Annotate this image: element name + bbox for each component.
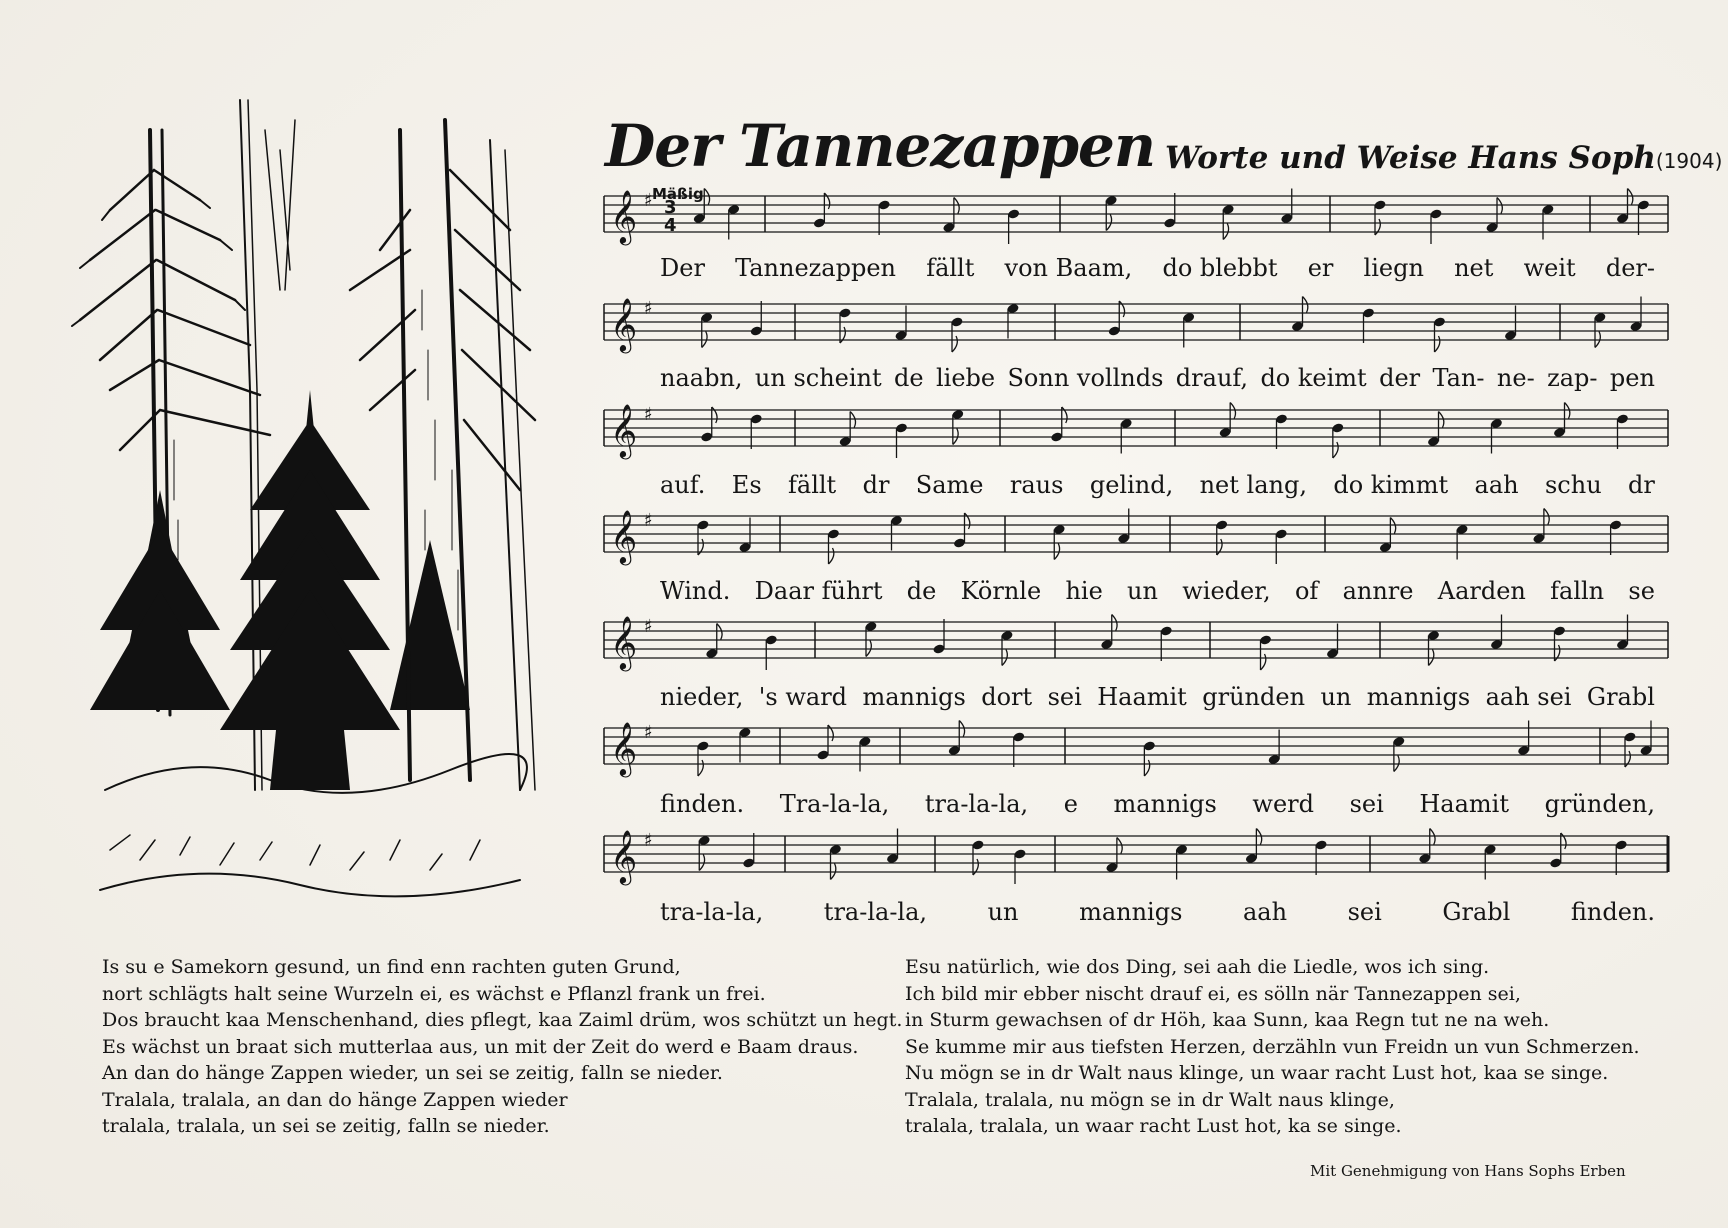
tempo-marking: Mäßig xyxy=(652,185,704,203)
lyric-syllable: falln xyxy=(1550,577,1605,605)
verse-line: An dan do hänge Zappen wieder, un sei se zeitig, falln se nieder. xyxy=(102,1062,723,1084)
key-signature: ♯ xyxy=(644,616,653,637)
verse-line: Se kumme mir aus tiefsten Herzen, derzähln vun Freidn un vun Schmerzen. xyxy=(905,1035,1640,1058)
lyric-syllable: of xyxy=(1294,577,1319,605)
forest-illustration xyxy=(50,90,590,920)
note-flag xyxy=(824,193,829,209)
lyric-syllable: drauf, xyxy=(1175,364,1249,392)
treble-clef-icon: 𝄞 xyxy=(610,189,638,243)
lyric-syllable: von Baam, xyxy=(1004,254,1133,282)
lyric-syllable: zap- xyxy=(1547,364,1598,392)
lyric-syllable: tra-la-la, xyxy=(823,898,928,926)
lyric-syllable: Haamit xyxy=(1097,683,1187,711)
lyric-line xyxy=(660,683,1655,711)
lyric-syllable: aah sei xyxy=(1485,683,1572,711)
staff xyxy=(604,297,1668,354)
key-signature: ♯ xyxy=(644,510,653,531)
staff xyxy=(604,403,1668,460)
lyric-syllable: mannigs xyxy=(1366,683,1471,711)
lyric-syllable: aah xyxy=(1474,471,1519,499)
verse-line: Tralala, tralala, an dan do hänge Zappen wieder xyxy=(102,1088,568,1111)
verse-line: tralala, tralala, un sei se zeitig, falln se nieder. xyxy=(102,1115,550,1137)
treble-clef-icon: 𝄞 xyxy=(610,403,638,457)
key-signature: ♯ xyxy=(644,190,653,211)
music-staves xyxy=(600,186,1672,936)
lyric-line xyxy=(660,254,1655,282)
treble-clef-icon: 𝄞 xyxy=(610,829,638,883)
note-flag xyxy=(840,327,845,343)
lyric-syllable: tra-la-la, xyxy=(924,790,1029,818)
credit-year: (1904) xyxy=(1655,149,1723,173)
lyric-syllable: un scheint xyxy=(754,364,882,392)
lyric-syllable: liebe xyxy=(935,364,996,392)
verse-line: Ich bild mir ebber nischt drauf ei, es sölln när Tannezappen sei, xyxy=(905,982,1521,1005)
lyric-syllable: mannigs xyxy=(1079,898,1183,926)
lyric-syllable: dr xyxy=(1628,471,1655,499)
lyric-syllable: Es xyxy=(731,471,762,499)
lyric-syllable: finden. xyxy=(660,790,745,818)
lyric-syllable: pen xyxy=(1609,364,1655,392)
lyric-syllable: Tannezappen xyxy=(735,254,897,282)
lyric-syllable: dr xyxy=(862,471,890,499)
note-flag xyxy=(1261,654,1266,670)
lyric-syllable: er xyxy=(1307,254,1334,282)
lyric-syllable: Wind. xyxy=(660,577,731,605)
verse-line: Is su e Samekorn gesund, un find enn rachten guten Grund, xyxy=(102,956,681,978)
staff xyxy=(604,189,1668,246)
verse-line: Tralala, tralala, nu mögn se in dr Walt naus klinge, xyxy=(905,1088,1395,1111)
verse-right xyxy=(905,954,1640,1140)
lyric-syllable: tra-la-la, xyxy=(660,898,764,926)
time-signature-bottom: 4 xyxy=(664,215,677,236)
lyric-line xyxy=(660,790,1655,818)
verse-line: Dos braucht kaa Menschenhand, dies pflegt, kaa Zaiml drüm, wos schützt un hegt. xyxy=(102,1009,903,1031)
lyric-syllable: Tan- xyxy=(1432,364,1485,392)
lyric-syllable: nieder, xyxy=(660,683,744,711)
lyric-syllable: do keimt xyxy=(1260,364,1367,392)
lyric-syllable: annre xyxy=(1342,577,1414,605)
key-signature: ♯ xyxy=(644,830,653,851)
song-title: Der Tannezappen xyxy=(605,112,1156,180)
lyric-syllable: aah xyxy=(1242,898,1288,926)
note-flag xyxy=(1144,760,1149,776)
treble-clef-icon: 𝄞 xyxy=(610,721,638,775)
song-credit xyxy=(1165,140,1722,176)
credit-text: Worte und Weise Hans Soph xyxy=(1165,140,1656,176)
verse-line: nort schlägts halt seine Wurzeln ei, es wächst e Pflanzl frank un frei. xyxy=(102,982,766,1005)
lyric-line xyxy=(660,577,1655,605)
lyric-syllable: fällt xyxy=(788,471,837,499)
key-signature: ♯ xyxy=(644,404,653,425)
lyric-syllable: ne- xyxy=(1496,364,1535,392)
lyric-syllable: Der xyxy=(660,254,705,282)
note-flag xyxy=(952,336,957,352)
lyric-line xyxy=(660,364,1655,392)
lyric-syllable: de xyxy=(906,577,937,605)
verse-line: Nu mögn se in dr Walt naus klinge, un waar racht Lust hot, kaa se singe. xyxy=(905,1062,1609,1084)
permission-note: Mit Genehmigung von Hans Sophs Erben xyxy=(1310,1162,1626,1180)
lyric-syllable: de xyxy=(894,364,924,392)
staff xyxy=(604,509,1668,566)
note-flag xyxy=(1333,442,1338,458)
lyric-syllable: hie xyxy=(1065,577,1103,605)
lyric-syllable: un xyxy=(987,898,1019,926)
verse-line: Esu natürlich, wie dos Ding, sei aah die Liedle, wos ich sing. xyxy=(905,956,1490,978)
lyric-syllable: do kimmt xyxy=(1333,471,1449,499)
lyric-syllable: weit xyxy=(1523,254,1576,282)
lyric-syllable: raus xyxy=(1009,471,1064,499)
lyric-syllable: auf. xyxy=(660,471,706,499)
lyric-syllable: Same xyxy=(915,471,984,499)
lyric-line xyxy=(660,898,1655,926)
lyric-syllable: 's ward xyxy=(758,683,848,711)
treble-clef-icon: 𝄞 xyxy=(610,509,638,563)
lyric-syllable: fällt xyxy=(926,254,975,282)
lyric-syllable: Grabl xyxy=(1586,683,1655,711)
key-signature: ♯ xyxy=(644,298,653,319)
staff xyxy=(604,829,1668,886)
staff xyxy=(604,615,1668,672)
lyric-syllable: net lang, xyxy=(1199,471,1307,499)
lyric-syllable: Sonn vollnds xyxy=(1007,364,1164,392)
lyric-syllable: un xyxy=(1320,683,1352,711)
time-signature-top: 3 xyxy=(664,197,677,218)
lyric-syllable: net xyxy=(1454,254,1494,282)
lyric-syllable: Haamit xyxy=(1419,790,1509,818)
lyric-syllable: do blebbt xyxy=(1162,254,1278,282)
verse-left xyxy=(102,954,902,1140)
lyric-syllable: finden. xyxy=(1570,898,1655,926)
lyric-syllable: Grabl xyxy=(1442,898,1511,926)
note-flag xyxy=(698,760,703,776)
lyric-syllable: Tra-la-la, xyxy=(779,790,890,818)
lyric-syllable: sei xyxy=(1047,683,1082,711)
lyric-syllable: un xyxy=(1127,577,1158,605)
note-flag xyxy=(1435,336,1440,352)
verse-line: in Sturm gewachsen of dr Höh, kaa Sunn, kaa Regn tut ne na weh. xyxy=(905,1009,1550,1031)
lyric-syllable: schu xyxy=(1544,471,1602,499)
lyric-syllable: Aarden xyxy=(1437,577,1526,605)
note-flag xyxy=(1375,219,1380,235)
treble-clef-icon: 𝄞 xyxy=(610,297,638,351)
lyric-syllable: sei xyxy=(1349,790,1384,818)
lyric-syllable: liegn xyxy=(1363,254,1424,282)
lyric-syllable: e xyxy=(1063,790,1078,818)
lyric-syllable: naabn, xyxy=(660,364,743,392)
verse-line: tralala, tralala, un waar racht Lust hot, ka se singe. xyxy=(905,1115,1402,1137)
staff xyxy=(604,721,1668,778)
lyric-syllable: dort xyxy=(981,683,1033,711)
lyric-syllable: gelind, xyxy=(1089,471,1174,499)
lyric-line xyxy=(660,471,1655,499)
lyric-syllable: gründen, xyxy=(1544,790,1655,818)
lyric-syllable: mannigs xyxy=(862,683,966,711)
note-flag xyxy=(829,548,834,564)
lyric-syllable: der- xyxy=(1605,254,1655,282)
lyric-syllable: wieder, xyxy=(1182,577,1271,605)
lyric-syllable: mannigs xyxy=(1113,790,1217,818)
lyric-syllable: gründen xyxy=(1202,683,1306,711)
note-flag xyxy=(1119,301,1124,317)
key-signature: ♯ xyxy=(644,722,653,743)
lyric-syllable: se xyxy=(1628,577,1655,605)
lyric-syllable: sei xyxy=(1347,898,1382,926)
lyric-syllable: werd xyxy=(1252,790,1315,818)
treble-clef-icon: 𝄞 xyxy=(610,615,638,669)
lyric-syllable: der xyxy=(1379,364,1421,392)
verse-line: Es wächst un braat sich mutterlaa aus, un mit der Zeit do werd e Baam draus. xyxy=(102,1035,859,1058)
lyric-syllable: Körnle xyxy=(960,577,1042,605)
lyric-syllable: Daar führt xyxy=(754,577,883,605)
